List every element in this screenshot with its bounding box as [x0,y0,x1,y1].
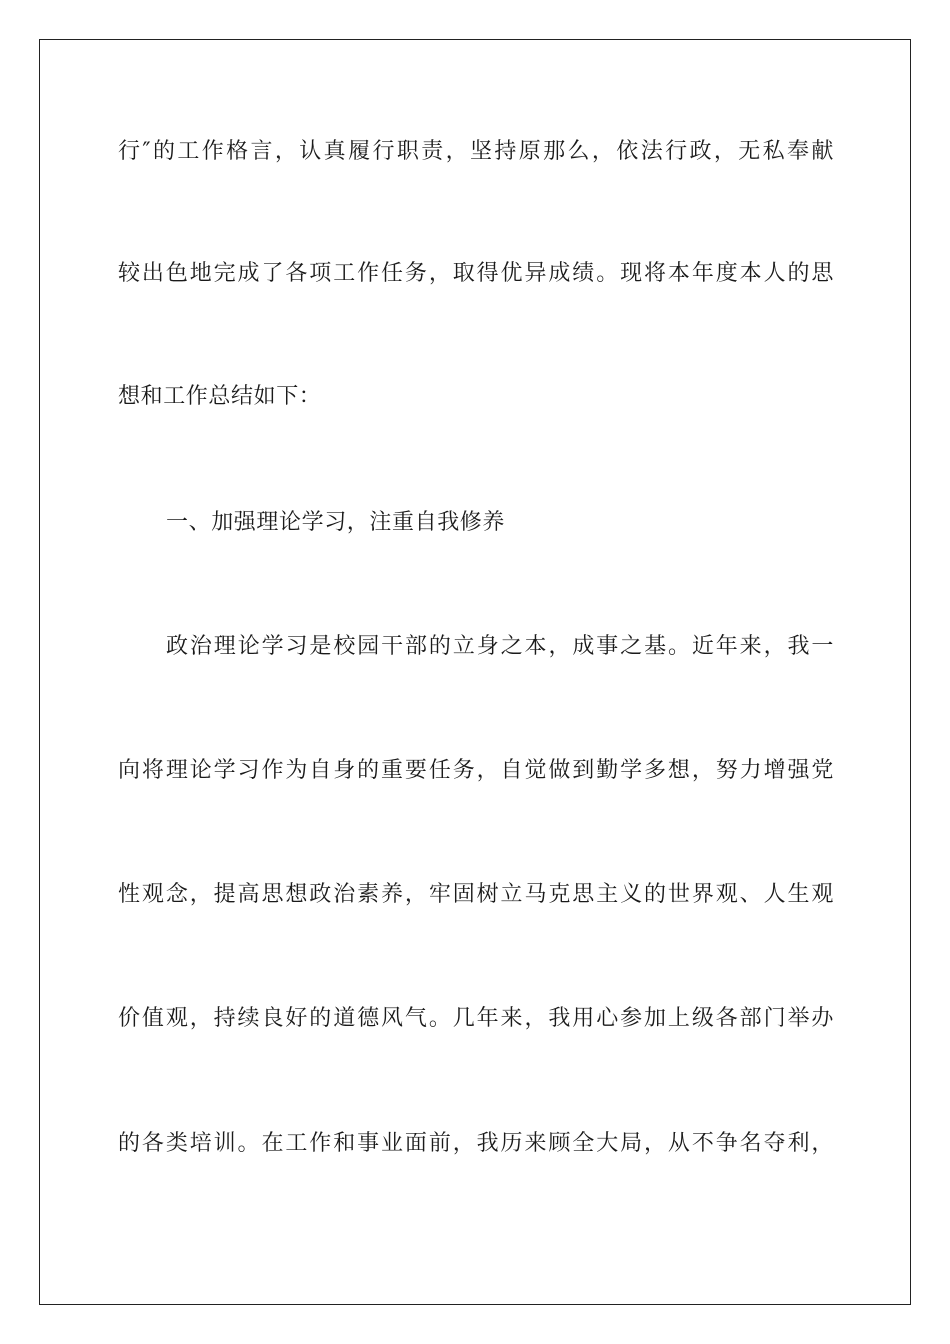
body-text-line-6: 向将理论学习作为自身的重要任务，自觉做到勤学多想，努力增强党 [118,758,834,783]
body-text-line-3: 想和工作总结如下： [118,384,322,409]
body-text-line-1: 行″的工作格言，认真履行职责，坚持原那么，依法行政，无私奉献 [118,139,834,164]
section-heading: 一、加强理论学习，注重自我修养 [166,510,506,535]
body-text-line-7: 性观念，提高思想政治素养，牢固树立马克思主义的世界观、人生观 [118,882,834,907]
body-text-line-2: 较出色地完成了各项工作任务，取得优异成绩。现将本年度本人的思 [118,261,834,286]
body-text-line-9: 的各类培训。在工作和事业面前，我历来顾全大局，从不争名夺利， [118,1131,834,1156]
body-text-line-5: 政治理论学习是校园干部的立身之本，成事之基。近年来，我一 [166,634,834,659]
body-text-line-8: 价值观，持续良好的道德风气。几年来，我用心参加上级各部门举办 [118,1006,834,1031]
page-border [39,39,911,1305]
